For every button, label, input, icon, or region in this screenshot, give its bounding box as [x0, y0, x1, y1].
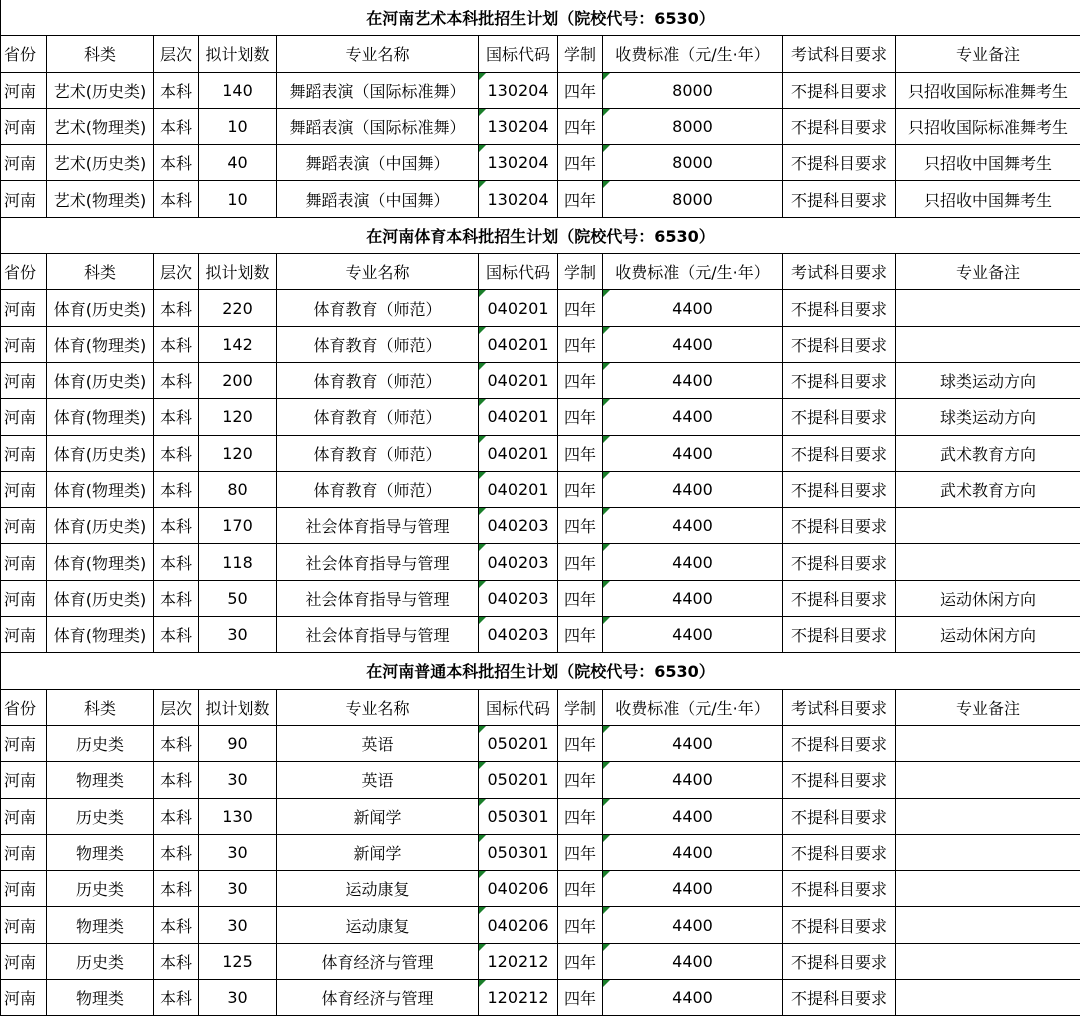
section-title-row [1, 217, 1080, 253]
header-duration: 学制 [558, 36, 603, 72]
cell-major-note [896, 980, 1080, 1016]
cell-major-name: 英语 [277, 725, 479, 761]
cell-major-note [896, 762, 1080, 798]
cell-level: 本科 [154, 326, 199, 362]
cell-major-note [896, 508, 1080, 544]
section-title-row [1, 0, 1080, 36]
cell-province: 河南 [1, 943, 47, 979]
cell-level: 本科 [154, 798, 199, 834]
header-major-name: 专业名称 [277, 689, 479, 725]
cell-standard-code: 040201 [479, 290, 558, 326]
table-row [1, 362, 1080, 398]
cell-plan-count: 125 [199, 943, 277, 979]
cell-province: 河南 [1, 907, 47, 943]
section-title: 在河南普通本科批招生计划（院校代号：6530） [1, 653, 1080, 689]
cell-major-name: 体育教育（师范） [277, 471, 479, 507]
cell-fee: 4400 [603, 943, 783, 979]
cell-category: 体育(物理类) [47, 326, 154, 362]
cell-category: 历史类 [47, 725, 154, 761]
cell-level: 本科 [154, 72, 199, 108]
cell-fee: 4400 [603, 362, 783, 398]
cell-subject-req: 不提科目要求 [783, 762, 896, 798]
cell-province: 河南 [1, 617, 47, 653]
cell-level: 本科 [154, 471, 199, 507]
cell-level: 本科 [154, 181, 199, 217]
header-category: 科类 [47, 254, 154, 290]
cell-major-name: 舞蹈表演（国际标准舞） [277, 72, 479, 108]
cell-fee: 4400 [603, 834, 783, 870]
cell-fee: 4400 [603, 907, 783, 943]
header-duration: 学制 [558, 254, 603, 290]
cell-fee: 8000 [603, 145, 783, 181]
cell-level: 本科 [154, 762, 199, 798]
cell-duration: 四年 [558, 72, 603, 108]
cell-subject-req: 不提科目要求 [783, 362, 896, 398]
header-subject-req: 考试科目要求 [783, 36, 896, 72]
table-body [1, 0, 1080, 1016]
cell-level: 本科 [154, 362, 199, 398]
cell-major-name: 英语 [277, 762, 479, 798]
cell-fee: 4400 [603, 326, 783, 362]
cell-plan-count: 30 [199, 762, 277, 798]
cell-category: 体育(历史类) [47, 290, 154, 326]
cell-province: 河南 [1, 362, 47, 398]
cell-category: 物理类 [47, 762, 154, 798]
table-row [1, 399, 1080, 435]
cell-plan-count: 40 [199, 145, 277, 181]
cell-subject-req: 不提科目要求 [783, 544, 896, 580]
table-row [1, 508, 1080, 544]
cell-major-name: 体育教育（师范） [277, 435, 479, 471]
cell-province: 河南 [1, 435, 47, 471]
cell-major-note [896, 943, 1080, 979]
header-level: 层次 [154, 36, 199, 72]
cell-duration: 四年 [558, 399, 603, 435]
cell-major-note [896, 290, 1080, 326]
cell-standard-code: 040203 [479, 580, 558, 616]
cell-major-note: 武术教育方向 [896, 435, 1080, 471]
cell-plan-count: 120 [199, 435, 277, 471]
cell-province: 河南 [1, 471, 47, 507]
cell-duration: 四年 [558, 943, 603, 979]
cell-duration: 四年 [558, 617, 603, 653]
cell-category: 艺术(物理类) [47, 108, 154, 144]
cell-standard-code: 130204 [479, 181, 558, 217]
header-standard-code: 国标代码 [479, 36, 558, 72]
cell-province: 河南 [1, 72, 47, 108]
cell-fee: 4400 [603, 871, 783, 907]
cell-province: 河南 [1, 145, 47, 181]
cell-major-note: 只招收中国舞考生 [896, 181, 1080, 217]
cell-subject-req: 不提科目要求 [783, 725, 896, 761]
cell-fee: 4400 [603, 471, 783, 507]
table-row [1, 435, 1080, 471]
cell-duration: 四年 [558, 362, 603, 398]
cell-standard-code: 050201 [479, 725, 558, 761]
header-subject-req: 考试科目要求 [783, 689, 896, 725]
cell-plan-count: 50 [199, 580, 277, 616]
cell-standard-code: 050201 [479, 762, 558, 798]
cell-duration: 四年 [558, 181, 603, 217]
header-duration: 学制 [558, 689, 603, 725]
cell-category: 体育(历史类) [47, 580, 154, 616]
cell-level: 本科 [154, 544, 199, 580]
cell-plan-count: 10 [199, 181, 277, 217]
header-major-note: 专业备注 [896, 689, 1080, 725]
header-standard-code: 国标代码 [479, 689, 558, 725]
cell-category: 物理类 [47, 907, 154, 943]
table-row [1, 907, 1080, 943]
cell-subject-req: 不提科目要求 [783, 145, 896, 181]
cell-province: 河南 [1, 980, 47, 1016]
cell-duration: 四年 [558, 580, 603, 616]
cell-major-name: 社会体育指导与管理 [277, 617, 479, 653]
cell-duration: 四年 [558, 725, 603, 761]
cell-subject-req: 不提科目要求 [783, 834, 896, 870]
cell-major-name: 体育教育（师范） [277, 362, 479, 398]
cell-plan-count: 118 [199, 544, 277, 580]
cell-subject-req: 不提科目要求 [783, 508, 896, 544]
table-row [1, 145, 1080, 181]
cell-major-name: 舞蹈表演（中国舞） [277, 181, 479, 217]
cell-plan-count: 200 [199, 362, 277, 398]
cell-plan-count: 120 [199, 399, 277, 435]
cell-major-name: 运动康复 [277, 907, 479, 943]
cell-province: 河南 [1, 181, 47, 217]
header-fee: 收费标准（元/生·年） [603, 254, 783, 290]
cell-category: 体育(历史类) [47, 508, 154, 544]
cell-category: 艺术(历史类) [47, 145, 154, 181]
header-fee: 收费标准（元/生·年） [603, 36, 783, 72]
cell-duration: 四年 [558, 907, 603, 943]
cell-standard-code: 120212 [479, 980, 558, 1016]
cell-plan-count: 90 [199, 725, 277, 761]
header-province: 省份 [1, 36, 47, 72]
cell-major-note [896, 544, 1080, 580]
cell-category: 历史类 [47, 798, 154, 834]
cell-category: 体育(物理类) [47, 617, 154, 653]
cell-level: 本科 [154, 435, 199, 471]
cell-duration: 四年 [558, 108, 603, 144]
cell-category: 体育(物理类) [47, 471, 154, 507]
cell-standard-code: 130204 [479, 108, 558, 144]
header-fee: 收费标准（元/生·年） [603, 689, 783, 725]
cell-level: 本科 [154, 834, 199, 870]
cell-standard-code: 040201 [479, 399, 558, 435]
cell-subject-req: 不提科目要求 [783, 617, 896, 653]
cell-subject-req: 不提科目要求 [783, 871, 896, 907]
header-category: 科类 [47, 36, 154, 72]
cell-major-name: 社会体育指导与管理 [277, 580, 479, 616]
cell-major-note: 球类运动方向 [896, 399, 1080, 435]
cell-level: 本科 [154, 108, 199, 144]
cell-fee: 4400 [603, 580, 783, 616]
table-row [1, 544, 1080, 580]
cell-major-name: 新闻学 [277, 834, 479, 870]
cell-subject-req: 不提科目要求 [783, 943, 896, 979]
cell-category: 体育(物理类) [47, 544, 154, 580]
cell-major-name: 体育教育（师范） [277, 399, 479, 435]
header-major-note: 专业备注 [896, 36, 1080, 72]
cell-subject-req: 不提科目要求 [783, 108, 896, 144]
cell-duration: 四年 [558, 508, 603, 544]
cell-fee: 4400 [603, 798, 783, 834]
table-row [1, 762, 1080, 798]
cell-category: 物理类 [47, 980, 154, 1016]
cell-level: 本科 [154, 580, 199, 616]
table-row [1, 980, 1080, 1016]
header-subject-req: 考试科目要求 [783, 254, 896, 290]
cell-standard-code: 130204 [479, 72, 558, 108]
cell-major-name: 体育经济与管理 [277, 980, 479, 1016]
cell-plan-count: 140 [199, 72, 277, 108]
table-row [1, 871, 1080, 907]
cell-subject-req: 不提科目要求 [783, 798, 896, 834]
cell-major-note: 只招收国际标准舞考生 [896, 72, 1080, 108]
cell-major-note [896, 834, 1080, 870]
cell-major-note: 运动休闲方向 [896, 617, 1080, 653]
cell-fee: 4400 [603, 762, 783, 798]
cell-standard-code: 050301 [479, 798, 558, 834]
cell-province: 河南 [1, 798, 47, 834]
section-title-row [1, 653, 1080, 689]
cell-duration: 四年 [558, 326, 603, 362]
header-level: 层次 [154, 254, 199, 290]
cell-subject-req: 不提科目要求 [783, 471, 896, 507]
cell-fee: 4400 [603, 980, 783, 1016]
header-major-name: 专业名称 [277, 254, 479, 290]
cell-major-note: 运动休闲方向 [896, 580, 1080, 616]
cell-standard-code: 040206 [479, 907, 558, 943]
header-plan-count: 拟计划数 [199, 689, 277, 725]
cell-level: 本科 [154, 871, 199, 907]
cell-plan-count: 170 [199, 508, 277, 544]
cell-province: 河南 [1, 725, 47, 761]
cell-province: 河南 [1, 108, 47, 144]
header-plan-count: 拟计划数 [199, 254, 277, 290]
cell-major-note [896, 725, 1080, 761]
cell-major-note [896, 326, 1080, 362]
cell-plan-count: 80 [199, 471, 277, 507]
cell-duration: 四年 [558, 980, 603, 1016]
cell-subject-req: 不提科目要求 [783, 399, 896, 435]
cell-province: 河南 [1, 326, 47, 362]
table-row [1, 580, 1080, 616]
cell-level: 本科 [154, 145, 199, 181]
table-row [1, 181, 1080, 217]
table-row [1, 798, 1080, 834]
cell-category: 艺术(历史类) [47, 72, 154, 108]
cell-duration: 四年 [558, 145, 603, 181]
cell-province: 河南 [1, 508, 47, 544]
cell-level: 本科 [154, 943, 199, 979]
cell-major-note: 球类运动方向 [896, 362, 1080, 398]
table-row [1, 108, 1080, 144]
cell-fee: 4400 [603, 290, 783, 326]
header-row [1, 36, 1080, 72]
cell-plan-count: 30 [199, 617, 277, 653]
table-row [1, 834, 1080, 870]
cell-plan-count: 30 [199, 871, 277, 907]
cell-major-note: 武术教育方向 [896, 471, 1080, 507]
table-row [1, 471, 1080, 507]
cell-level: 本科 [154, 508, 199, 544]
cell-major-name: 运动康复 [277, 871, 479, 907]
cell-duration: 四年 [558, 871, 603, 907]
cell-fee: 8000 [603, 108, 783, 144]
table-row [1, 943, 1080, 979]
table-row [1, 72, 1080, 108]
cell-duration: 四年 [558, 834, 603, 870]
cell-fee: 4400 [603, 617, 783, 653]
cell-major-name: 舞蹈表演（中国舞） [277, 145, 479, 181]
cell-major-name: 体育教育（师范） [277, 290, 479, 326]
cell-standard-code: 040203 [479, 617, 558, 653]
cell-province: 河南 [1, 580, 47, 616]
cell-standard-code: 040201 [479, 435, 558, 471]
cell-duration: 四年 [558, 290, 603, 326]
cell-level: 本科 [154, 980, 199, 1016]
cell-major-note [896, 907, 1080, 943]
header-major-note: 专业备注 [896, 254, 1080, 290]
table-row [1, 326, 1080, 362]
cell-plan-count: 142 [199, 326, 277, 362]
cell-province: 河南 [1, 290, 47, 326]
cell-province: 河南 [1, 762, 47, 798]
cell-subject-req: 不提科目要求 [783, 980, 896, 1016]
cell-category: 体育(历史类) [47, 435, 154, 471]
cell-subject-req: 不提科目要求 [783, 181, 896, 217]
cell-level: 本科 [154, 907, 199, 943]
header-level: 层次 [154, 689, 199, 725]
table-row [1, 617, 1080, 653]
cell-subject-req: 不提科目要求 [783, 580, 896, 616]
cell-standard-code: 130204 [479, 145, 558, 181]
header-category: 科类 [47, 689, 154, 725]
cell-plan-count: 10 [199, 108, 277, 144]
header-province: 省份 [1, 254, 47, 290]
cell-subject-req: 不提科目要求 [783, 326, 896, 362]
header-major-name: 专业名称 [277, 36, 479, 72]
cell-duration: 四年 [558, 544, 603, 580]
header-row [1, 254, 1080, 290]
cell-province: 河南 [1, 871, 47, 907]
cell-duration: 四年 [558, 435, 603, 471]
cell-standard-code: 040206 [479, 871, 558, 907]
cell-standard-code: 040203 [479, 508, 558, 544]
cell-fee: 4400 [603, 399, 783, 435]
table-row [1, 725, 1080, 761]
cell-duration: 四年 [558, 762, 603, 798]
cell-plan-count: 130 [199, 798, 277, 834]
cell-subject-req: 不提科目要求 [783, 907, 896, 943]
cell-category: 物理类 [47, 834, 154, 870]
cell-standard-code: 040203 [479, 544, 558, 580]
cell-major-note [896, 798, 1080, 834]
cell-fee: 4400 [603, 435, 783, 471]
cell-major-name: 体育经济与管理 [277, 943, 479, 979]
cell-subject-req: 不提科目要求 [783, 435, 896, 471]
cell-major-note: 只招收中国舞考生 [896, 145, 1080, 181]
cell-standard-code: 050301 [479, 834, 558, 870]
cell-major-note [896, 871, 1080, 907]
cell-fee: 4400 [603, 508, 783, 544]
cell-province: 河南 [1, 399, 47, 435]
header-province: 省份 [1, 689, 47, 725]
cell-major-name: 舞蹈表演（国际标准舞） [277, 108, 479, 144]
cell-major-name: 社会体育指导与管理 [277, 508, 479, 544]
cell-province: 河南 [1, 834, 47, 870]
cell-province: 河南 [1, 544, 47, 580]
cell-standard-code: 040201 [479, 362, 558, 398]
cell-major-note: 只招收国际标准舞考生 [896, 108, 1080, 144]
cell-fee: 8000 [603, 72, 783, 108]
cell-category: 历史类 [47, 943, 154, 979]
cell-category: 历史类 [47, 871, 154, 907]
cell-fee: 8000 [603, 181, 783, 217]
cell-plan-count: 30 [199, 907, 277, 943]
cell-plan-count: 30 [199, 834, 277, 870]
cell-category: 体育(物理类) [47, 399, 154, 435]
cell-standard-code: 040201 [479, 471, 558, 507]
cell-standard-code: 120212 [479, 943, 558, 979]
cell-plan-count: 30 [199, 980, 277, 1016]
section-title: 在河南艺术本科批招生计划（院校代号：6530） [1, 0, 1080, 36]
cell-level: 本科 [154, 399, 199, 435]
cell-fee: 4400 [603, 725, 783, 761]
table-row [1, 290, 1080, 326]
cell-major-name: 社会体育指导与管理 [277, 544, 479, 580]
cell-duration: 四年 [558, 471, 603, 507]
cell-fee: 4400 [603, 544, 783, 580]
cell-category: 艺术(物理类) [47, 181, 154, 217]
section-title: 在河南体育本科批招生计划（院校代号：6530） [1, 217, 1080, 253]
cell-level: 本科 [154, 617, 199, 653]
header-plan-count: 拟计划数 [199, 36, 277, 72]
cell-major-name: 体育教育（师范） [277, 326, 479, 362]
header-standard-code: 国标代码 [479, 254, 558, 290]
cell-standard-code: 040201 [479, 326, 558, 362]
cell-major-name: 新闻学 [277, 798, 479, 834]
cell-plan-count: 220 [199, 290, 277, 326]
cell-subject-req: 不提科目要求 [783, 72, 896, 108]
cell-subject-req: 不提科目要求 [783, 290, 896, 326]
cell-level: 本科 [154, 725, 199, 761]
cell-duration: 四年 [558, 798, 603, 834]
header-row [1, 689, 1080, 725]
cell-level: 本科 [154, 290, 199, 326]
cell-category: 体育(历史类) [47, 362, 154, 398]
